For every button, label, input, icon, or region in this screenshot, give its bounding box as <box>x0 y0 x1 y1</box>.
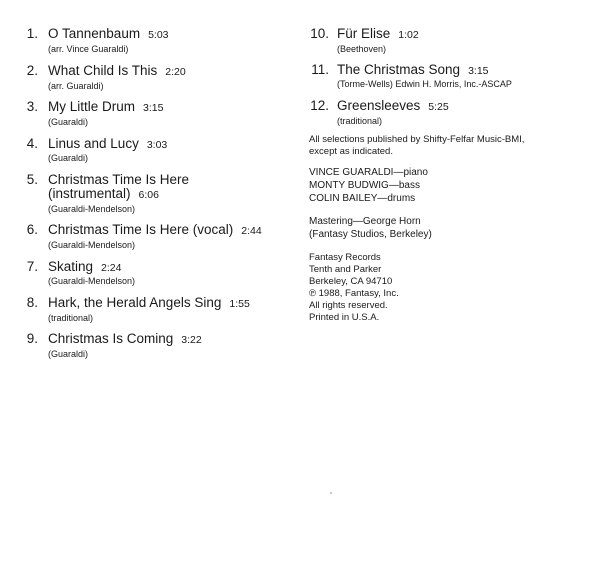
track-credit: (Guaraldi) <box>48 117 89 127</box>
mastering-line2: (Fantasy Studios, Berkeley) <box>309 229 432 240</box>
track-duration: 2:24 <box>101 262 122 274</box>
track-credit: (Guaraldi-Mendelson) <box>48 240 136 250</box>
label-printed: Printed in U.S.A. <box>309 312 380 323</box>
label-name: Fantasy Records <box>309 252 381 263</box>
track-title-text: Für Elise <box>337 26 391 41</box>
track-title <box>48 63 186 80</box>
mastering-line1: Mastering—George Horn <box>309 216 421 227</box>
track-number: 12. <box>310 98 329 113</box>
publishing-line1: All selections published by Shifty-Felfar Music-BMI, <box>309 134 525 145</box>
track-number: 9. <box>26 331 38 346</box>
track-duration: 2:20 <box>165 66 186 78</box>
track-credit: (traditional) <box>337 116 383 126</box>
track-number: 1. <box>26 26 38 41</box>
track-title <box>48 26 169 43</box>
personnel-drums: COLIN BAILEY—drums <box>309 193 416 204</box>
track-title-text: Linus and Lucy <box>48 136 139 151</box>
label-street: Tenth and Parker <box>309 264 382 275</box>
track-title <box>48 259 121 276</box>
track-credit: (Guaraldi-Mendelson) <box>48 276 136 286</box>
track-duration: 1:02 <box>398 29 419 41</box>
track-duration: 5:03 <box>148 29 169 41</box>
track-number: 5. <box>26 172 38 187</box>
track-duration: 3:22 <box>181 334 202 346</box>
track-title-text: Hark, the Herald Angels Sing <box>48 295 222 310</box>
track-title-text: Skating <box>48 259 94 274</box>
track-number: 8. <box>26 295 38 310</box>
track-duration: 5:25 <box>428 101 449 113</box>
track-number: 7. <box>26 259 38 274</box>
track-duration: 3:15 <box>468 65 489 77</box>
track-title-text: Christmas Time Is Here (vocal) <box>48 222 234 237</box>
track-title-text: My Little Drum <box>48 99 136 114</box>
track-credit: (Guaraldi-Mendelson) <box>48 204 136 214</box>
track-title <box>48 136 167 153</box>
speck <box>330 492 332 494</box>
track-duration: 3:03 <box>146 139 168 151</box>
label-city: Berkeley, CA 94710 <box>309 276 393 287</box>
track-duration: 2:44 <box>241 225 262 237</box>
label-copyright: ℗ 1988, Fantasy, Inc. <box>309 288 399 299</box>
track-number: 6. <box>26 222 38 237</box>
track-title <box>48 222 262 239</box>
track-number: 11. <box>311 62 329 77</box>
track-duration: 1:55 <box>229 298 250 310</box>
track-duration: 6:06 <box>138 189 159 201</box>
track-credit: (Beethoven) <box>337 44 387 54</box>
track-number: 3. <box>26 99 38 114</box>
track-number: 4. <box>26 136 38 151</box>
track-title-text: The Christmas Song <box>337 62 461 77</box>
track-title-line1: Christmas Time Is Here <box>48 172 190 187</box>
track-number: 2. <box>26 63 38 78</box>
track-title-text: Greensleeves <box>337 98 421 113</box>
track-duration: 3:15 <box>143 102 164 114</box>
track-title <box>337 26 419 43</box>
track-title-text: (instrumental) <box>48 186 131 201</box>
track-credit: (traditional) <box>48 313 94 323</box>
track-title <box>48 99 163 116</box>
track-title-text: O Tannenbaum <box>48 26 141 41</box>
track-title <box>337 98 449 115</box>
track-credit: (Torme-Wells) Edwin H. Morris, Inc.-ASCAP <box>337 79 512 89</box>
personnel-piano: VINCE GUARALDI—piano <box>309 167 428 178</box>
track-title-line2 <box>48 186 159 203</box>
track-title <box>337 62 489 79</box>
track-credit: (arr. Guaraldi) <box>48 81 104 91</box>
track-title <box>48 331 202 348</box>
track-title-text: Christmas Is Coming <box>48 331 174 346</box>
track-credit: (arr. Vince Guaraldi) <box>48 44 129 54</box>
label-rights: All rights reserved. <box>309 300 388 311</box>
track-credit: (Guaraldi) <box>48 153 89 163</box>
track-title-text: What Child Is This <box>48 63 158 78</box>
track-number: 10. <box>310 26 329 41</box>
track-title <box>48 295 250 312</box>
track-credit: (Guaraldi) <box>48 349 89 359</box>
publishing-line2: except as indicated. <box>309 146 393 157</box>
personnel-bass: MONTY BUDWIG—bass <box>309 180 420 191</box>
